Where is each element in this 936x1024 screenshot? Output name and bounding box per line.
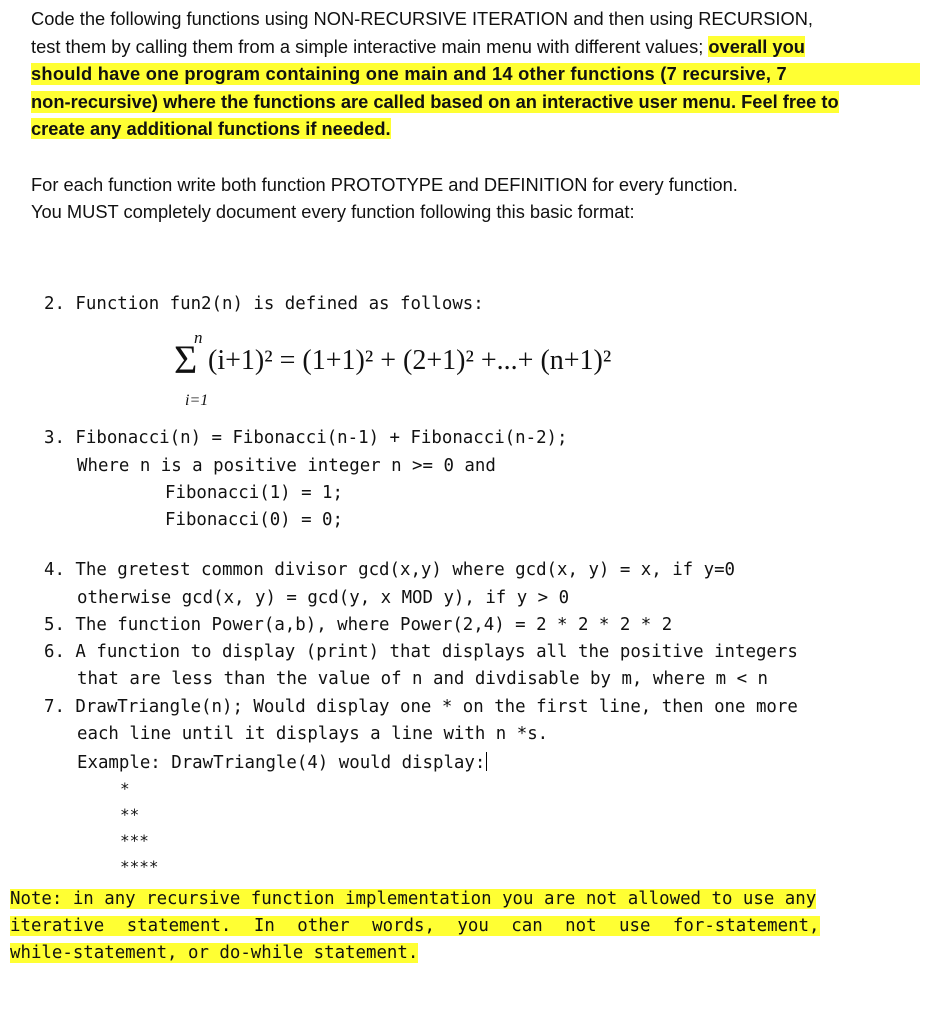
formula-upper-limit: n (194, 328, 203, 347)
formula-lower-limit: i=1 (185, 392, 209, 409)
intro-line-3: should have one program containing one main and 14 other functions (7 recursive, 7 (31, 63, 920, 85)
intro-line-2-bold: overall you (708, 36, 805, 57)
triangle-line-2: each line until it displays a line with n *s. (77, 724, 549, 744)
display-line-2: that are less than the value of n and divdisable by m, where m < n (77, 669, 769, 689)
note-line-2: iterative statement. In other words, you can not use for-statement, (10, 916, 820, 936)
note-line-2-wrap (10, 916, 820, 936)
triangle-line-3-wrap (77, 752, 487, 773)
intro-line-4: non-recursive) where the functions are called based on an interactive user menu. Feel free to (31, 91, 839, 112)
intro-line-5-wrap (31, 118, 391, 140)
triangle-row-1: * (120, 779, 130, 798)
fib-line-4: Fibonacci(0) = 0; (165, 510, 343, 530)
intro-line-3-wrap (31, 63, 920, 85)
note-line-1: Note: in any recursive function implementation you are not allowed to use any (10, 889, 817, 909)
gcd-line-1: 4. The gretest common divisor gcd(x,y) where gcd(x, y) = x, if y=0 (44, 560, 736, 580)
intro-line-5: create any additional functions if needed. (31, 118, 391, 139)
formula-expression: (i+1)² = (1+1)² + (2+1)² +...+ (n+1)² (208, 345, 612, 376)
formula-sigma: Σ (174, 337, 198, 382)
triangle-row-3: *** (120, 831, 149, 850)
triangle-line-1: 7. DrawTriangle(n); Would display one * on the first line, then one more (44, 697, 798, 717)
fun2-heading: 2. Function fun2(n) is defined as follows: (44, 294, 484, 314)
triangle-row-2: ** (120, 805, 140, 824)
triangle-line-3: Example: DrawTriangle(4) would display: (77, 753, 486, 773)
note-line-3-wrap (10, 943, 418, 963)
gcd-line-2: otherwise gcd(x, y) = gcd(y, x MOD y), if y > 0 (77, 588, 570, 608)
fib-line-3: Fibonacci(1) = 1; (165, 483, 343, 503)
note-line-3: while-statement, or do-while statement. (10, 943, 419, 963)
intro-line-2 (31, 36, 805, 58)
intro-line-2-plain: test them by calling them from a simple interactive main menu with different values; (31, 36, 709, 57)
instructions-line-1: For each function write both function PROTOTYPE and DEFINITION for every function. (31, 174, 738, 195)
fun2-formula (174, 328, 800, 415)
intro-line-1: Code the following functions using NON-RECURSIVE ITERATION and then using RECURSION, (31, 8, 813, 29)
intro-line-4-wrap (31, 91, 839, 113)
instructions-line-2: You MUST completely document every function following this basic format: (31, 201, 635, 222)
display-line-1: 6. A function to display (print) that displays all the positive integers (44, 642, 798, 662)
fib-line-1: 3. Fibonacci(n) = Fibonacci(n-1) + Fibonacci(n-2); (44, 428, 568, 448)
fib-line-2: Where n is a positive integer n >= 0 and (77, 456, 496, 476)
note-line-1-wrap (10, 889, 816, 909)
text-cursor (486, 752, 487, 771)
power-line-1: 5. The function Power(a,b), where Power(2,4) = 2 * 2 * 2 * 2 (44, 615, 673, 635)
triangle-row-4: **** (120, 857, 159, 876)
